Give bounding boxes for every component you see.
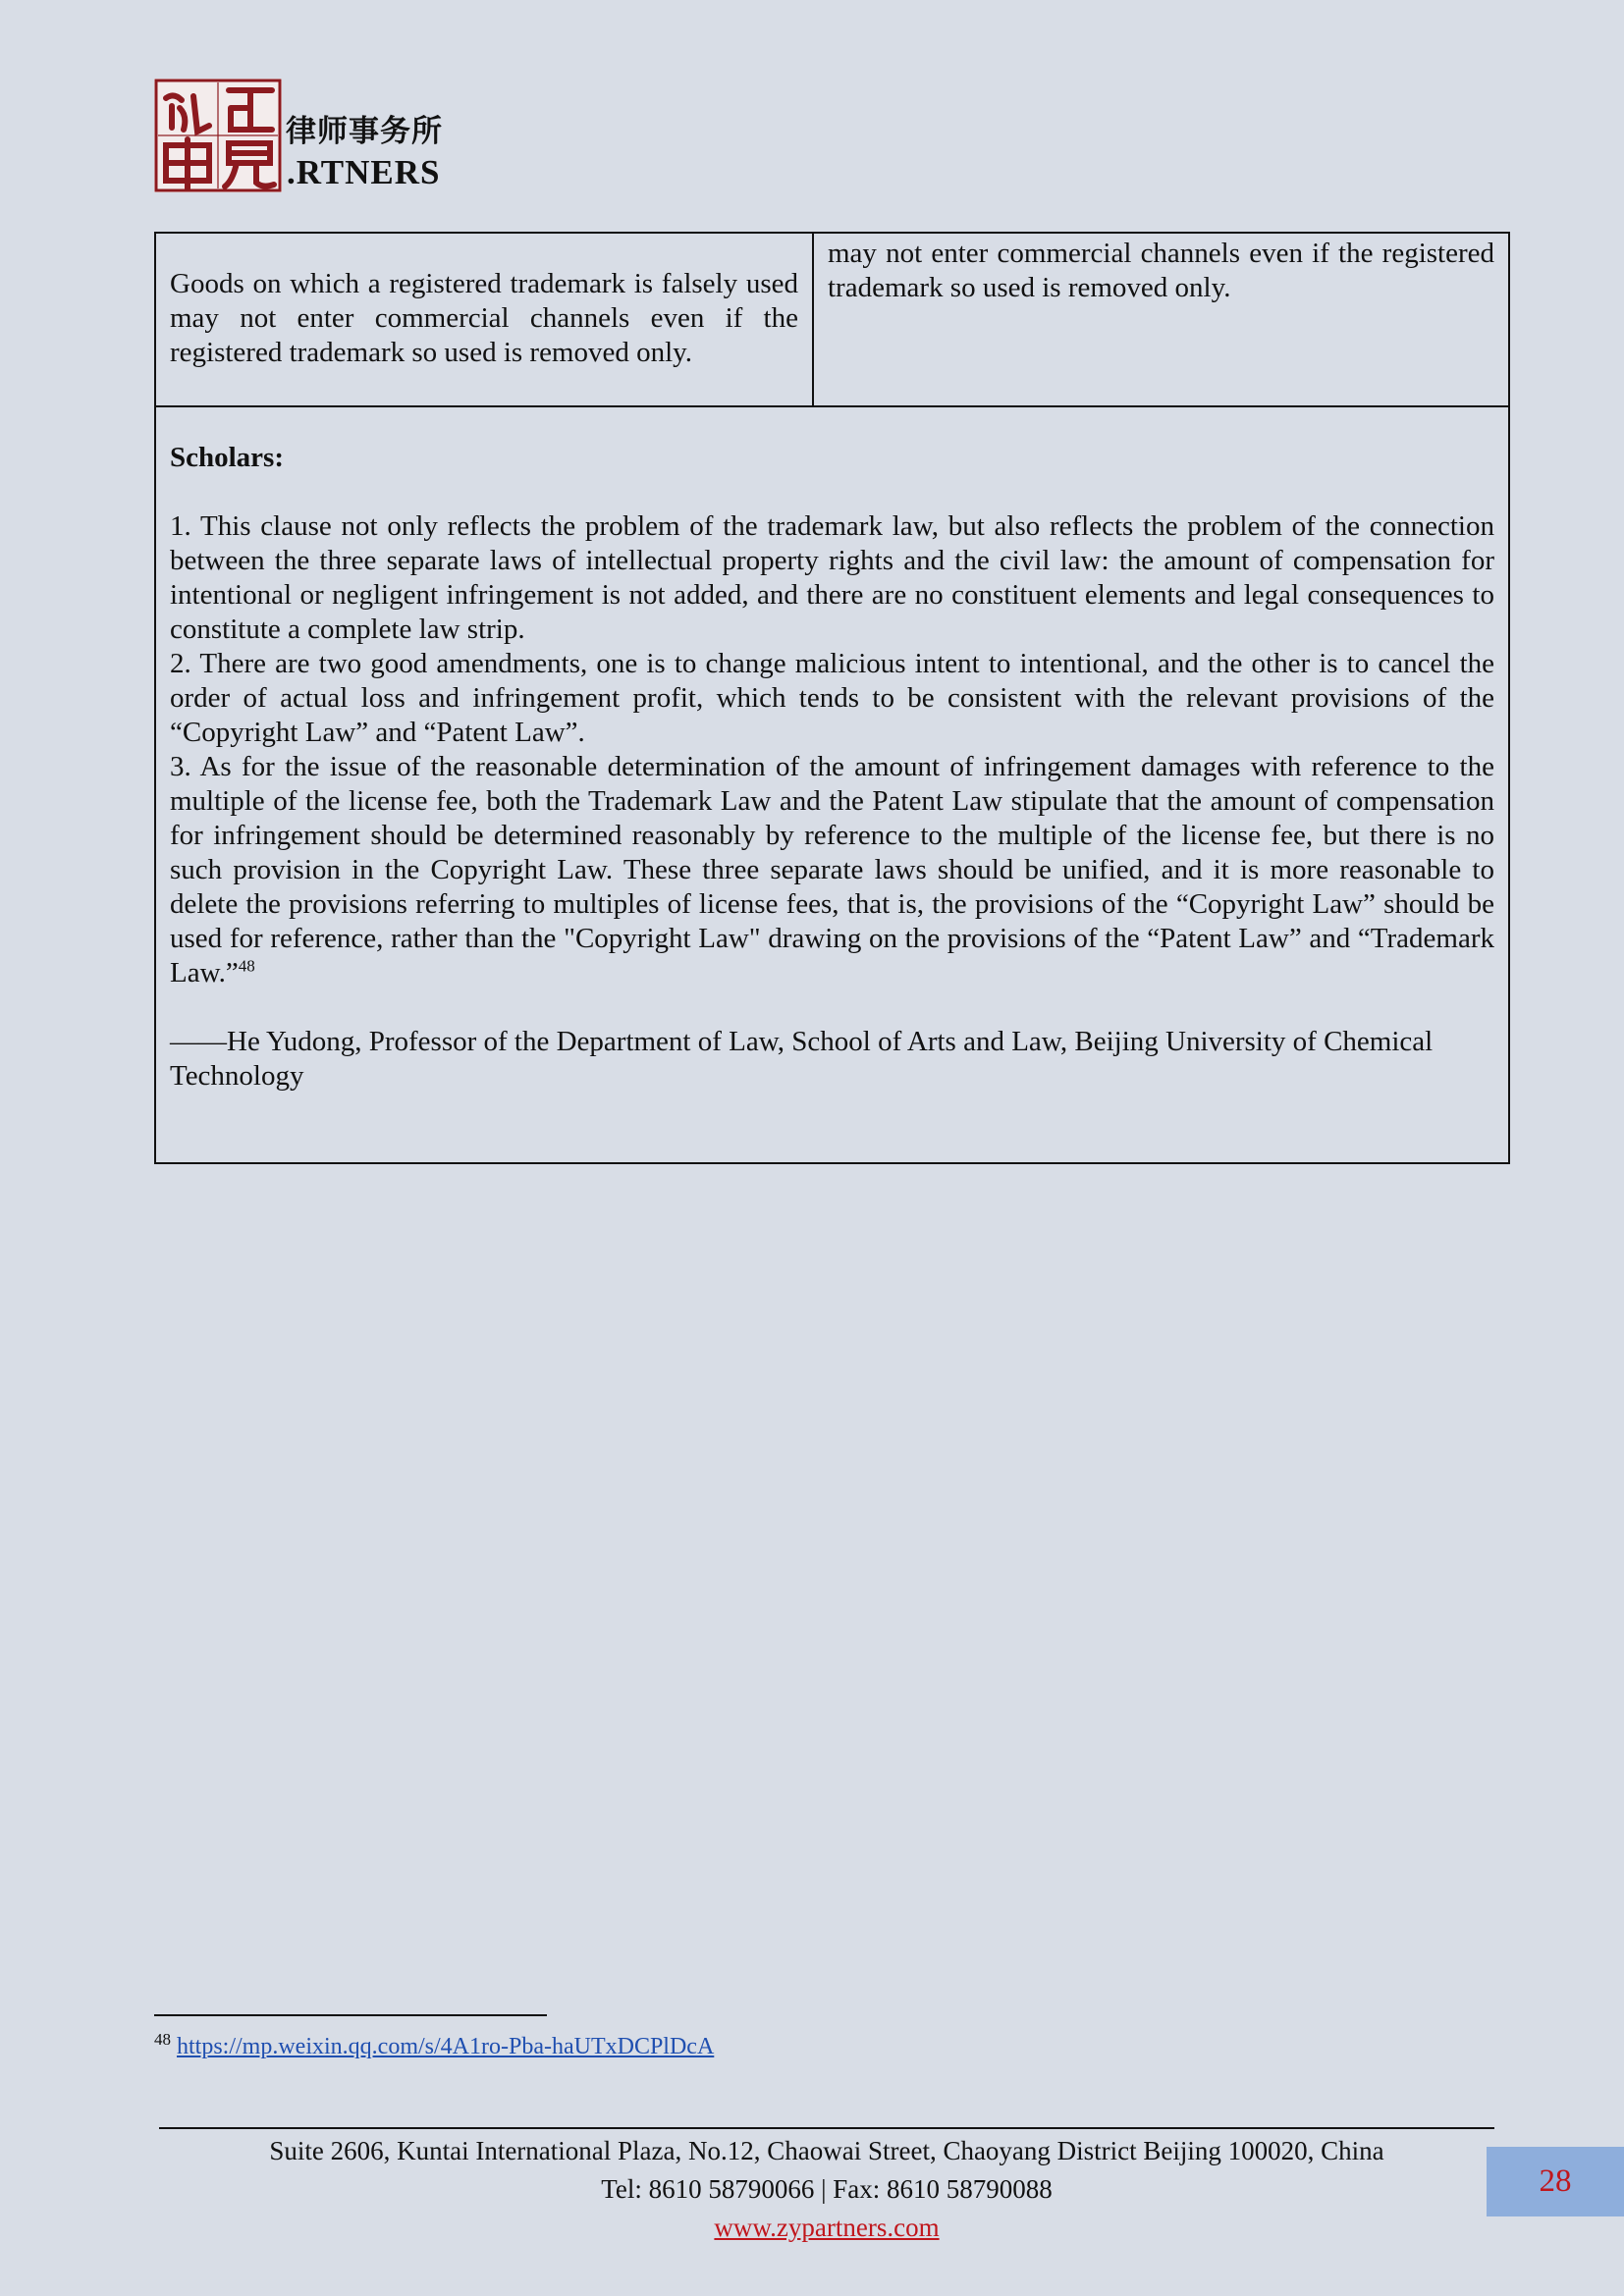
footnote	[154, 2030, 715, 2060]
left-cell-text: Goods on which a registered trademark is falsely used may not enter commercial channels even if the registered trademark so used is removed only.	[170, 268, 798, 368]
scholars-heading: Scholars:	[170, 442, 284, 473]
footnote-number: 48	[154, 2030, 171, 2049]
scholar-point-3-text: 3. As for the issue of the reasonable determination of the amount of infringement damages with reference to the multiple of the license fee, both the Trademark Law and the Patent Law stipulate that the amount of compensation for infringement should be determined reasonably by reference to the multiple of the license fee, but there is no such provision in the Copyright Law. These three separate laws should be unified, and it is more reasonable to delete the provisions referring to multiples of license fees, that is, the provisions of the “Copyright Law” should be used for reference, rather than the "Copyright Law" drawing on the provisions of the “Patent Law” and “Trademark Law.”	[170, 751, 1494, 988]
footnote-link[interactable]: https://mp.weixin.qq.com/s/4A1ro-Pba-haUTxDCPlDcA	[177, 2034, 715, 2059]
scholar-point-2: 2. There are two good amendments, one is to change malicious intent to intentional, and the other is to cancel the order of actual loss and infringement profit, which tends to be consistent with the relevant provisions of the “Copyright Law” and “Patent Law”.	[170, 648, 1494, 748]
firm-name-chinese: 律师事务所	[286, 114, 443, 149]
footer-contact: Tel: 8610 58790066 | Fax: 8610 58790088	[601, 2174, 1053, 2204]
right-cell-text: may not enter commercial channels even if the registered trademark so used is removed only.	[828, 238, 1494, 303]
table-row	[155, 233, 1509, 406]
table-cell-left	[155, 233, 813, 406]
comparison-table	[154, 232, 1510, 1164]
scholar-point-1: 1. This clause not only reflects the problem of the trademark law, but also reflects the problem of the connection between the three separate laws of intellectual property rights and the civil law: the amount of compensation for intentional or negligent infringement is not added, and there are no constituent elements and legal consequences to constitute a complete law strip.	[170, 510, 1494, 645]
footer-website-link[interactable]: www.zypartners.com	[714, 2213, 940, 2242]
table-cell-right	[813, 233, 1509, 406]
scholar-attribution: ——He Yudong, Professor of the Department of Law, School of Arts and Law, Beijing University of Chemical Technology	[170, 1026, 1434, 1092]
page-footer	[159, 2132, 1494, 2247]
scholars-cell	[155, 406, 1509, 1163]
footer-divider	[159, 2127, 1494, 2129]
firm-seal-logo	[154, 79, 282, 192]
firm-name-english: .RTNERS	[287, 153, 441, 191]
page-number: 28	[1487, 2147, 1624, 2216]
footer-address: Suite 2606, Kuntai International Plaza, No.12, Chaowai Street, Chaoyang District Beijing 100020, China	[269, 2136, 1384, 2165]
footnote-ref[interactable]: 48	[238, 956, 255, 976]
footnote-divider	[154, 2014, 547, 2016]
table-row	[155, 406, 1509, 1163]
scholar-point-3	[170, 750, 1494, 990]
